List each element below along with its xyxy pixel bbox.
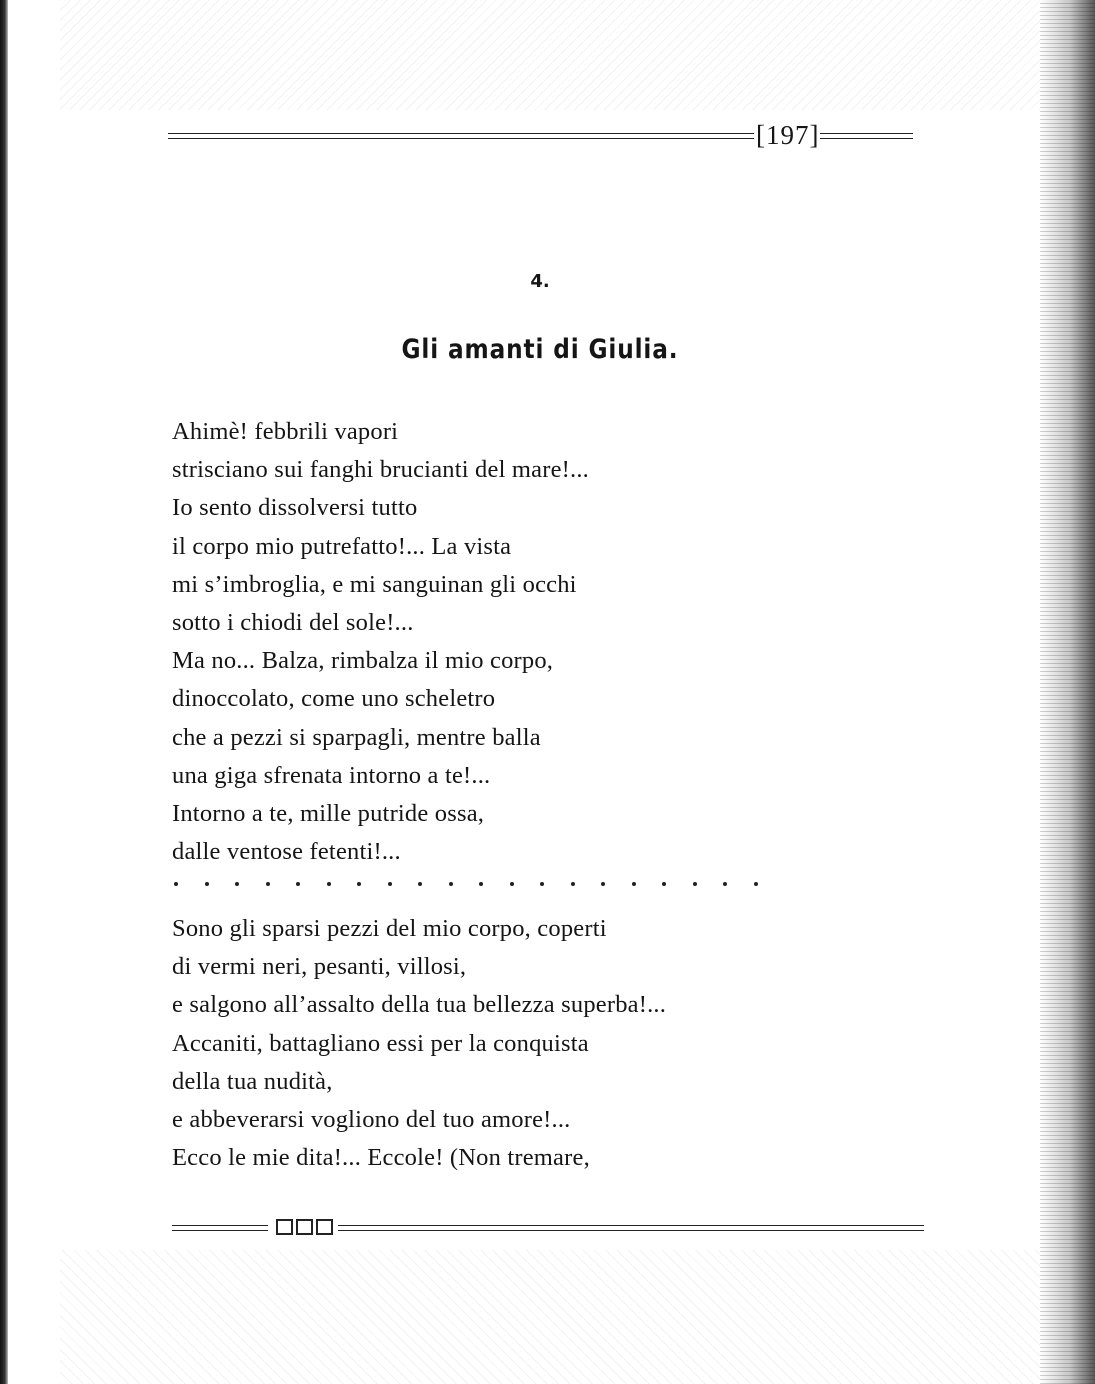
- verse-line: una giga sfrenata intorno a te!...: [172, 761, 491, 789]
- page-number: [197]: [756, 120, 820, 150]
- verse-line: che a pezzi si sparpagli, mentre balla: [172, 723, 541, 751]
- ellipsis-dot: [327, 882, 331, 886]
- ellipsis-dot: [510, 882, 514, 886]
- ellipsis-dot: [235, 882, 239, 886]
- verse-line: Sono gli sparsi pezzi del mio corpo, coperti: [172, 915, 607, 942]
- scan-noise-bottom: [60, 1250, 1040, 1384]
- ellipsis-dot: [632, 882, 636, 886]
- ellipsis-dot: [540, 882, 544, 886]
- page-header: [168, 118, 913, 152]
- section-number: 4.: [530, 271, 550, 292]
- verse-line: mi s’imbroglia, e mi sanguinan gli occhi: [172, 570, 577, 598]
- verse-line: e salgono all’assalto della tua bellezza superba!...: [172, 991, 667, 1019]
- stanza-2: [172, 910, 852, 1177]
- verse-line: Ecco le mie dita!... Eccole! (Non tremare,: [172, 1144, 590, 1172]
- ellipsis-dot: [571, 882, 575, 886]
- page-footer: [172, 1218, 924, 1238]
- ellipsis-dot: [449, 882, 453, 886]
- book-spine-shadow: [0, 0, 8, 1384]
- ellipsis-dot: [388, 882, 392, 886]
- scan-noise-top: [60, 0, 1040, 110]
- ellipsis-dot: [479, 882, 483, 886]
- poem-title: Gli amanti di Giulia.: [401, 334, 679, 365]
- square-ornament-icon: [316, 1219, 333, 1235]
- verse-line: dinoccolato, come uno scheletro: [172, 685, 496, 713]
- verse-line: Intorno a te, mille putride ossa,: [172, 799, 485, 827]
- verse-line: sotto i chiodi del sole!...: [172, 608, 414, 636]
- footer-rule-left: [172, 1225, 268, 1231]
- verse-line: Ma no... Balza, rimbalza il mio corpo,: [172, 647, 554, 675]
- ellipsis-dot: [662, 882, 666, 886]
- verse-line: strisciano sui fanghi brucianti del mare!...: [172, 456, 590, 484]
- ellipsis-dot: [296, 882, 300, 886]
- stanza-1: [172, 413, 852, 871]
- verse-line: Ahimè! febbrili vapori: [172, 418, 399, 445]
- ellipsis-dot: [693, 882, 697, 886]
- square-ornament-icon: [276, 1219, 293, 1235]
- square-ornament-icon: [296, 1219, 313, 1235]
- ellipsis-dot: [723, 882, 727, 886]
- ellipsis-dot: [754, 882, 758, 886]
- ellipsis-dot-row: [172, 872, 762, 896]
- ellipsis-dot: [601, 882, 605, 886]
- ellipsis-dot: [418, 882, 422, 886]
- ellipsis-dot: [174, 882, 178, 886]
- ellipsis-dot: [205, 882, 209, 886]
- footer-ornament: [276, 1219, 334, 1235]
- verse-line: Accaniti, battagliano essi per la conquista: [172, 1029, 589, 1057]
- footer-rule-right: [338, 1225, 924, 1231]
- header-rule-left: [168, 133, 754, 139]
- ellipsis-dot: [357, 882, 361, 886]
- ellipsis-dot: [266, 882, 270, 886]
- header-rule-right: [820, 133, 913, 139]
- verse-line: della tua nudità,: [172, 1067, 333, 1095]
- verse-line: e abbeverarsi vogliono del tuo amore!...: [172, 1105, 571, 1133]
- verse-line: di vermi neri, pesanti, villosi,: [172, 953, 467, 981]
- page-edge-shadow: [1040, 0, 1095, 1384]
- verse-line: Io sento dissolversi tutto: [172, 494, 418, 522]
- verse-line: il corpo mio putrefatto!... La vista: [172, 532, 512, 560]
- verse-line: dalle ventose fetenti!...: [172, 838, 401, 866]
